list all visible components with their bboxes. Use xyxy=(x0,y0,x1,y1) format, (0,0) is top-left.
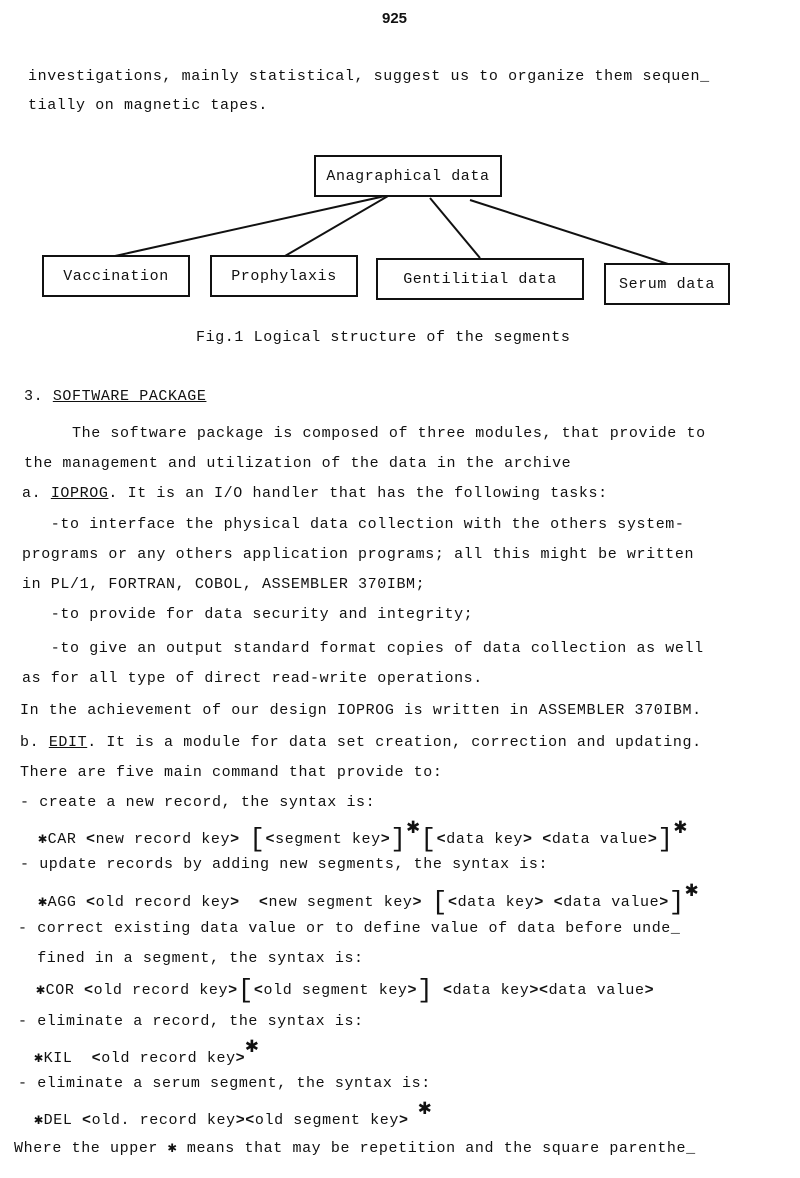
item-b-prefix: b. xyxy=(20,734,49,751)
cmd-del-arg-1: old. record key xyxy=(91,1112,236,1129)
task-3-line-1: -to give an output standard format copies of data collection as well xyxy=(22,640,704,657)
cmd-agg-syntax: ✱AGG <old record key> <new segment key> [<data key> <data value>]✱ xyxy=(38,878,699,917)
cmd-agg-arg-4: data value xyxy=(563,894,660,911)
figure-child-prophylaxis: Prophylaxis xyxy=(210,255,358,297)
para-1-line-1: The software package is composed of three modules, that provide to xyxy=(24,425,706,442)
cmd-cor-name: ✱COR xyxy=(36,982,75,999)
cmd-car-syntax: ✱CAR <new record key> [<segment key>]✱[<data key> <data value>]✱ xyxy=(38,815,688,854)
cmd-agg-arg-3: data key xyxy=(457,894,535,911)
repeat-star: ✱ xyxy=(685,878,699,903)
figure-child-gentilitial: Gentilitial data xyxy=(376,258,584,300)
cmd-del-syntax: ✱DEL <old. record key><old segment key> ✱ xyxy=(34,1096,433,1129)
cmd-car-arg-2: segment key xyxy=(275,831,381,848)
section-heading xyxy=(24,388,206,405)
task-2-line: -to provide for data security and integrity; xyxy=(22,606,474,623)
cmd-cor-arg-1: old record key xyxy=(93,982,229,999)
task-1-line-2: programs or any others application programs; all this might be written xyxy=(22,546,695,563)
cmd-kil-name: ✱KIL xyxy=(34,1050,73,1067)
intro-line-1: investigations, mainly statistical, suggest us to organize them sequen_ xyxy=(28,68,710,85)
repeat-star: ✱ xyxy=(406,815,421,840)
cmd-kil-desc: - eliminate a record, the syntax is: xyxy=(18,1013,364,1030)
item-b-name: EDIT xyxy=(48,734,88,751)
cmd-agg-arg-2: new segment key xyxy=(268,894,413,911)
repeat-star: ✱ xyxy=(673,815,688,840)
cmd-cor-arg-3: data key xyxy=(452,982,530,999)
cmd-car-arg-4: data value xyxy=(551,831,648,848)
cmd-agg-name: ✱AGG xyxy=(38,894,77,911)
task-1-line-1: -to interface the physical data collection with the others system- xyxy=(22,516,685,533)
cmd-cor-arg-4: data value xyxy=(548,982,645,999)
cmd-kil-arg-1: old record key xyxy=(101,1050,236,1067)
item-a-rest: . It is an I/O handler that has the following tasks: xyxy=(108,485,608,502)
item-a-prefix: a. xyxy=(22,485,51,502)
para-1-line-2: the management and utilization of the data in the archive xyxy=(24,455,572,472)
item-b-rest: . It is a module for data set creation, correction and updating. xyxy=(87,734,702,751)
cmd-cor-arg-2: old segment key xyxy=(263,982,408,999)
cmd-car-arg-3: data key xyxy=(446,831,524,848)
item-a-line xyxy=(22,485,608,502)
cmd-car-desc: - create a new record, the syntax is: xyxy=(20,794,376,811)
cmd-kil-syntax: ✱KIL <old record key>✱ xyxy=(34,1034,260,1067)
para-3-line: There are five main command that provide to: xyxy=(20,764,443,781)
para-2-line: In the achievement of our design IOPROG is written in ASSEMBLER 370IBM. xyxy=(20,702,702,719)
figure-child-vaccination: Vaccination xyxy=(42,255,190,297)
cmd-agg-arg-1: old record key xyxy=(95,894,231,911)
page-number: 925 xyxy=(382,10,408,27)
cmd-car-name: ✱CAR xyxy=(38,831,77,848)
cmd-cor-desc-1: - correct existing data value or to define value of data before unde_ xyxy=(18,920,681,937)
task-3-line-2: as for all type of direct read-write operations. xyxy=(22,670,483,687)
cmd-del-desc: - eliminate a serum segment, the syntax is: xyxy=(18,1075,431,1092)
task-1-line-3: in PL/1, FORTRAN, COBOL, ASSEMBLER 370IBM; xyxy=(22,576,426,593)
cmd-cor-desc-2: fined in a segment, the syntax is: xyxy=(18,950,364,967)
repeat-star: ✱ xyxy=(245,1034,260,1059)
item-b-line xyxy=(20,734,702,751)
cmd-del-name: ✱DEL xyxy=(34,1112,73,1129)
item-a-name: IOPROG xyxy=(50,485,109,502)
repeat-star: ✱ xyxy=(418,1096,433,1121)
figure-child-serum: Serum data xyxy=(604,263,730,305)
cmd-agg-desc: - update records by adding new segments, the syntax is: xyxy=(20,856,549,873)
figure-root-box: Anagraphical data xyxy=(314,155,502,197)
section-number: 3. xyxy=(24,388,44,405)
cmd-cor-syntax: ✱COR <old record key>[<old segment key>] <data key><data value> xyxy=(36,975,655,1005)
intro-line-2: tially on magnetic tapes. xyxy=(28,97,269,114)
cmd-car-arg-1: new record key xyxy=(95,831,231,848)
figure-caption: Fig.1 Logical structure of the segments xyxy=(196,329,571,346)
closing-line: Where the upper ✱ means that may be repetition and the square parenthe_ xyxy=(14,1140,696,1157)
cmd-del-arg-2: old segment key xyxy=(254,1112,399,1129)
section-title: SOFTWARE PACKAGE xyxy=(52,388,207,405)
